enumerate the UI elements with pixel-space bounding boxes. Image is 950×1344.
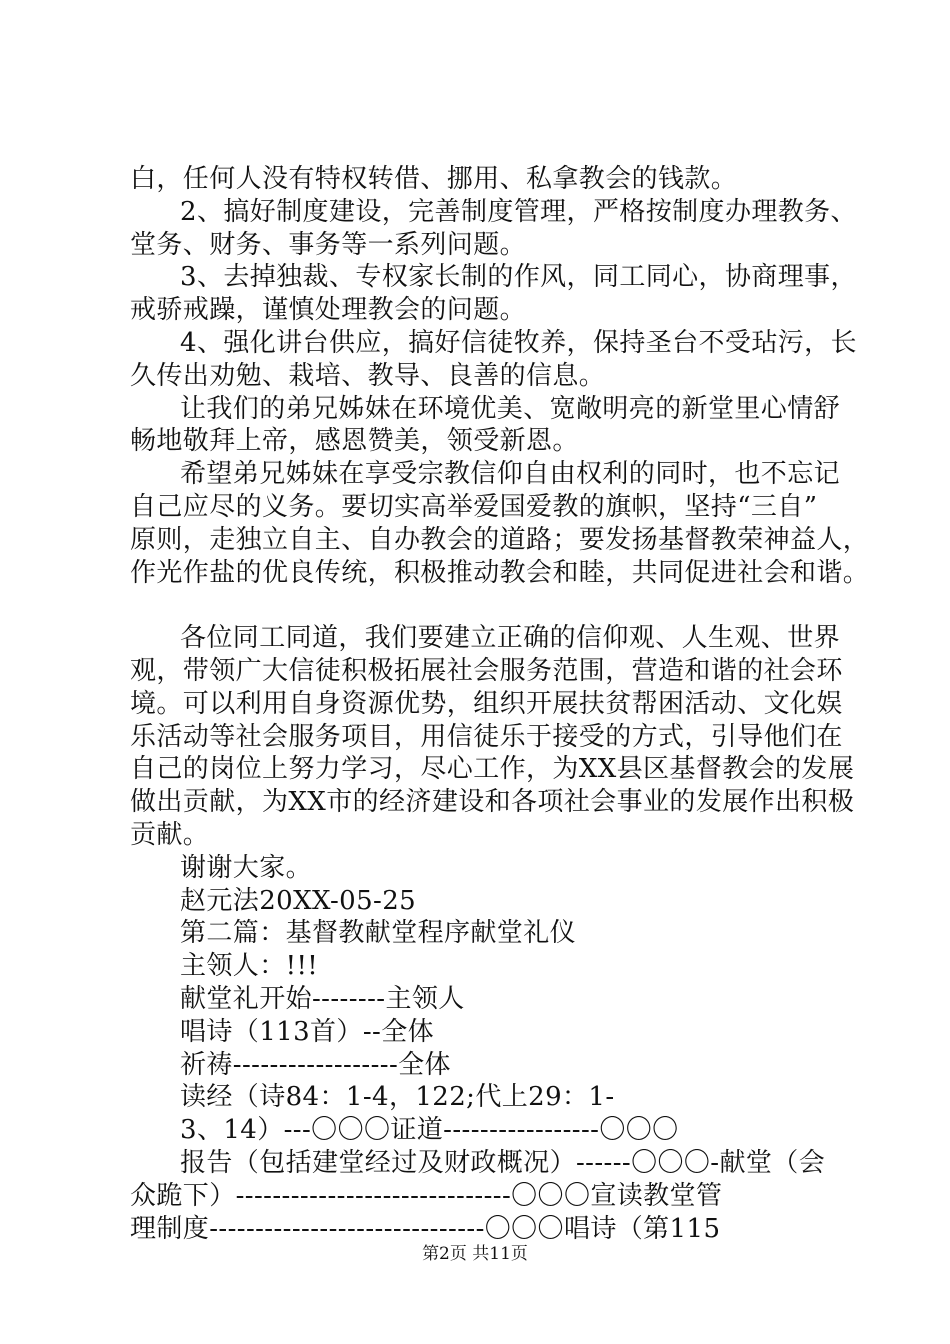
document-body <box>130 163 870 1245</box>
text-line: 久传出劝勉、栽培、教导、良善的信息。 <box>130 360 606 391</box>
text-line: 唱诗（113首）--全体 <box>180 1016 434 1047</box>
text-line: 乐活动等社会服务项目，用信徒乐于接受的方式，引导他们在 <box>130 721 843 752</box>
text-line: 第二篇：基督教献堂程序献堂礼仪 <box>180 918 577 949</box>
page-number-label: 第2页 共11页 <box>422 1244 528 1264</box>
text-line: 畅地敬拜上帝，感恩赞美，领受新恩。 <box>130 426 579 457</box>
text-line: 读经（诗84：1-4，122;代上29：1- <box>180 1082 615 1113</box>
text-line: 各位同工同道，我们要建立正确的信仰观、人生观、世界 <box>180 623 841 654</box>
text-line: 戒骄戒躁，谨慎处理教会的问题。 <box>130 295 527 326</box>
text-line: 3、去掉独裁、专权家长制的作风，同工同心，协商理事， <box>180 262 857 293</box>
text-line: 3、14）---〇〇〇证道-----------------〇〇〇 <box>180 1115 679 1146</box>
text-line: 2、搞好制度建设，完善制度管理，严格按制度办理教务、 <box>180 196 857 227</box>
text-line: 主领人：!!! <box>180 951 319 982</box>
text-line: 谢谢大家。 <box>180 852 313 883</box>
text-line: 堂务、财务、事务等一系列问题。 <box>130 229 527 260</box>
text-line: 理制度------------------------------〇〇〇唱诗（第115 <box>130 1213 721 1244</box>
blank-line <box>130 589 850 622</box>
text-line: 献堂礼开始--------主领人 <box>180 983 465 1014</box>
text-line: 报告（包括建堂经过及财政概况）------〇〇〇-献堂（会 <box>180 1147 826 1178</box>
text-line: 自己应尽的义务。要切实高举爱国爱教的旗帜，坚持“三自” <box>130 491 818 522</box>
text-line: 贡献。 <box>130 819 210 850</box>
text-line: 观，带领广大信徒积极拓展社会服务范围，营造和谐的社会环 <box>130 655 843 686</box>
text-line: 赵元法20XX-05-25 <box>180 885 417 916</box>
text-line: 境。可以利用自身资源优势，组织开展扶贫帮困活动、文化娱 <box>130 688 843 719</box>
text-line: 让我们的弟兄姊妹在环境优美、宽敞明亮的新堂里心情舒 <box>180 393 841 424</box>
text-line: 原则，走独立自主、自办教会的道路；要发扬基督教荣神益人， <box>130 524 870 555</box>
page-footer <box>0 1243 950 1265</box>
text-line: 众跪下）------------------------------〇〇〇宣读教堂管 <box>130 1180 723 1211</box>
text-line: 祈祷------------------全体 <box>180 1049 451 1080</box>
text-line: 作光作盐的优良传统，积极推动教会和睦，共同促进社会和谐。 <box>130 557 870 588</box>
text-line: 做出贡献，为XX市的经济建设和各项社会事业的发展作出积极 <box>130 787 855 818</box>
text-line: 自己的岗位上努力学习，尽心工作，为XX县区基督教会的发展 <box>130 754 855 785</box>
text-line: 白，任何人没有特权转借、挪用、私拿教会的钱款。 <box>130 164 738 194</box>
text-line: 希望弟兄姊妹在享受宗教信仰自由权利的同时，也不忘记 <box>180 459 841 490</box>
text-line: 4、强化讲台供应，搞好信徒牧养，保持圣台不受玷污，长 <box>180 327 857 358</box>
